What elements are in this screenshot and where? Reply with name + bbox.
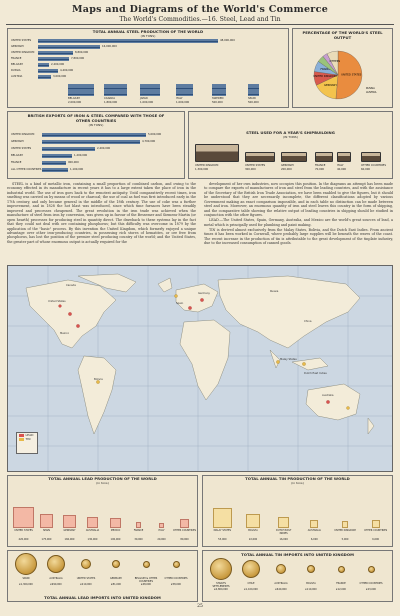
pie-title: PERCENTAGE OF THE WORLD'S STEEL OUTPUT bbox=[302, 30, 383, 40]
tin_production-square bbox=[310, 520, 318, 528]
steel-small-value: 1,800,000 bbox=[104, 100, 118, 104]
map-place-label: China bbox=[304, 320, 312, 323]
tin_production-value: 6,000 bbox=[310, 538, 318, 541]
steel-pie-chart bbox=[298, 45, 388, 105]
lead-swatch bbox=[19, 434, 24, 437]
lead_production-square bbox=[180, 519, 189, 528]
ship-icon bbox=[337, 152, 351, 162]
lead_production-value: 20,000 bbox=[157, 538, 166, 541]
tin_imports-value: £640,000 bbox=[275, 588, 287, 591]
tin_imports-value: £23,000 bbox=[366, 588, 376, 591]
lead_production-square bbox=[136, 522, 142, 528]
steel-row-value: 4,400,000 bbox=[60, 69, 74, 72]
lead_production-value: 100,000 bbox=[110, 538, 121, 541]
world-map-graphic bbox=[8, 266, 393, 472]
tin_imports-coin bbox=[307, 565, 315, 573]
map-place-label: Canada bbox=[66, 284, 76, 287]
steel-row-label: AUSTRIA bbox=[11, 75, 23, 78]
lead_imports-label: SPAIN bbox=[22, 577, 30, 580]
ship-label: FRANCE bbox=[315, 164, 326, 167]
ship-icon bbox=[281, 152, 307, 162]
exports-title: BRITISH EXPORTS OF IRON & STEEL COMPARED WITH THOSE OF OTHER COUNTRIES bbox=[27, 113, 165, 123]
lead_imports-label: UNITED STATES bbox=[76, 577, 96, 580]
lead_production-square bbox=[13, 507, 34, 528]
exports-row-label: UNITED STATES bbox=[11, 147, 32, 150]
tin_production-label: DUTCH EAST INDIES bbox=[276, 529, 292, 535]
lead_production-value: 175,000 bbox=[41, 538, 52, 541]
map-place-label: Dutch East Indies bbox=[304, 372, 327, 375]
tin_imports-value: £12,000 bbox=[336, 588, 346, 591]
ship-label: ITALY bbox=[337, 164, 344, 167]
lead_imports-value: £58,000 bbox=[171, 583, 181, 586]
tin_production-square bbox=[372, 520, 380, 528]
map-legend bbox=[16, 432, 38, 454]
exports-row-label: FRANCE bbox=[11, 161, 22, 164]
tin_imports-coin bbox=[210, 558, 232, 580]
steel-row-value: 2,400,000 bbox=[51, 63, 65, 66]
exports-row-value: 4,700,000 bbox=[142, 140, 156, 143]
pie-minor-label: AUSTRIA bbox=[366, 91, 377, 94]
map-place-label: Malay States bbox=[280, 358, 297, 361]
lead-production-panel bbox=[7, 475, 198, 547]
lead_imports-value: £81,000 bbox=[111, 583, 121, 586]
steel-bar bbox=[38, 63, 49, 67]
tin_imports-coin bbox=[276, 564, 286, 574]
steel-small-value: 1,000,000 bbox=[140, 100, 154, 104]
paragraph-steel: STEEL is a kind of metallic iron, containing a small proportion of combined carbon, and owing to the economy effected in its manufacture in recent years it has to a large extent taken the place of iron in the industrial world. The use of iron goes back to the remotest antiquity. Until comparatively recent times, iron smelting was carried on by means of wood or charcoal; the use of coal as fuel was first introduced early in the 17th century, and only became general in the middle of the 18th century. The use of coke was a further improvement, and in 1828 the hot blast was introduced, since which time furnaces have been steadily improved and processes cheapened. The great revolution in the iron trade was achieved when the manufacture of steel from iron by conversion, was given up in favour of the Bessemer and Siemens-Martin (or open hearth) processes for producing steel in quantity direct. The drawback to these systems lay in the fact that they could not deal with ore containing phosphorus; but this difficulty was overcome in 1879 by the application of the "basic" process. By this invention the United Kingdom, which formerly enjoyed a unique advantage over other iron-producing countries, in possessing rich stores of hematites, or ore free from phosphorus, has lost the position of the premier steel producing country of the world; and the United States, the greater part of whose enormous output is actually required for the bbox=[7, 182, 196, 244]
lead_imports-value: £210,000 bbox=[80, 583, 92, 586]
steel-bar bbox=[38, 39, 218, 43]
steel-small-bar bbox=[68, 84, 94, 96]
lead-production-title: TOTAL ANNUAL LEAD PRODUCTION OF THE WORLD bbox=[48, 476, 157, 481]
exports-unit: (IN TONS) bbox=[88, 123, 104, 127]
tin-swatch bbox=[19, 438, 24, 441]
steel-small-value: 1,000,000 bbox=[176, 100, 190, 104]
tin_production-square bbox=[213, 508, 233, 528]
exports-row-value: 1,100,000 bbox=[70, 168, 84, 171]
tin_production-label: AUSTRALIA bbox=[307, 529, 321, 532]
shipbuilding-unit: (IN TONS) bbox=[283, 135, 298, 139]
steel-small-label: BELGIUM bbox=[68, 97, 80, 100]
legend-tin bbox=[17, 437, 37, 441]
steel-small-bar bbox=[212, 84, 226, 96]
ship-label: UNITED STATES bbox=[245, 164, 266, 167]
exports-bar bbox=[42, 147, 95, 151]
exports-bar bbox=[42, 168, 68, 172]
header bbox=[6, 4, 394, 24]
steel-small-label: SWEDEN bbox=[212, 97, 224, 100]
world-map bbox=[7, 265, 393, 472]
steel-row-label: RUSSIA bbox=[11, 69, 21, 72]
steel-small-value: 2,000,000 bbox=[68, 100, 82, 104]
lead_production-value: 130,000 bbox=[87, 538, 98, 541]
lead_imports-value: £1,300,000 bbox=[19, 583, 33, 586]
exports-row-value: 1,200,000 bbox=[74, 154, 88, 157]
page-subtitle: The World's Commodities.—16. Steel, Lead and Tin bbox=[119, 16, 281, 23]
pie-slice-label: UNITED KINGDOM bbox=[313, 74, 337, 78]
tin_production-value: 6,000 bbox=[372, 538, 380, 541]
ship-label: UNITED KINGDOM bbox=[195, 164, 219, 167]
tin_imports-value: £1,100,000 bbox=[244, 588, 258, 591]
lead_imports-coin bbox=[143, 561, 150, 568]
lead_imports-coin bbox=[15, 553, 37, 575]
text-column-1 bbox=[7, 182, 196, 245]
lead_imports-label: OTHER COUNTRIES bbox=[164, 577, 188, 580]
ship-label: OTHER COUNTRIES bbox=[361, 164, 386, 167]
tin-imports-title: TOTAL ANNUAL TIN IMPORTS INTO UNITED KINGDOM bbox=[241, 552, 354, 557]
page bbox=[6, 4, 394, 612]
exports-bar bbox=[42, 140, 140, 144]
exports-row-value: 5,000,000 bbox=[148, 133, 162, 136]
exports-row-label: ALL OTHER COUNTRIES bbox=[11, 168, 42, 171]
steel-small-bar bbox=[176, 84, 193, 96]
lead_production-value: 420,000 bbox=[18, 538, 29, 541]
legend-lead-label: LEAD bbox=[25, 433, 34, 437]
ship-value: 60,000 bbox=[361, 167, 371, 171]
steel-row-value: 7,800,000 bbox=[71, 57, 85, 60]
pie-slice-label: FRANCE bbox=[320, 68, 331, 72]
tin_production-square bbox=[278, 517, 290, 529]
steel-production-title: TOTAL ANNUAL STEEL PRODUCTION OF THE WORLD bbox=[92, 29, 204, 34]
ship-value: 70,000 bbox=[315, 167, 325, 171]
lead_production-label: GERMANY bbox=[63, 529, 76, 532]
tin_production-value: 5,000 bbox=[341, 538, 349, 541]
pie-slice-label: UNITED STATES bbox=[341, 73, 362, 77]
steel-production-unit: (IN TONS) bbox=[140, 34, 156, 38]
lead_imports-value: £990,000 bbox=[50, 583, 62, 586]
steel-small-label: ITALY bbox=[176, 97, 183, 100]
exports-row-label: GERMANY bbox=[11, 140, 24, 143]
exports-bar bbox=[42, 133, 146, 137]
exports-row-value: 2,400,000 bbox=[97, 147, 111, 150]
map-place-label: Spain bbox=[176, 302, 184, 305]
steel-row-label: FRANCE bbox=[11, 57, 22, 60]
tin_imports-value: £110,000 bbox=[305, 588, 317, 591]
lead_production-square bbox=[110, 518, 120, 528]
paragraph-diagrams: development of her own industries, now occupies this position. In the diagrams an attempt has been made to compare the exports of manufactures of iron and steel from the leading countries, and with the assistance of the Secretary of the British Iron Trade Association, we have been enabled to give the figures, but it should be understood that they are necessarily incomplete, the different classifications adopted by various Government making an exact comparison impossible, and in each table no distinction can be made between steel and iron. Moreover, an enormous quantity of iron and steel leaves this country in the form of shipping, and the comparative table showing the relative output of leading countries in shipping should be studied in conjunction with the other figures. bbox=[204, 182, 393, 218]
steel-percentage-panel bbox=[292, 28, 393, 108]
tin_production-label: UNITED KINGDOM bbox=[334, 529, 356, 532]
lead_imports-label: GERMANY bbox=[110, 577, 122, 580]
steel-row-value: 8,800,000 bbox=[75, 51, 89, 54]
exports-row-label: BELGIUM bbox=[11, 154, 23, 157]
lead-imports-panel bbox=[7, 550, 198, 602]
lead_imports-label: AUSTRALIA bbox=[49, 577, 63, 580]
tin_production-square bbox=[342, 521, 349, 528]
tin_production-value: 16,000 bbox=[279, 538, 288, 541]
lead_production-label: AUSTRALIA bbox=[85, 529, 100, 532]
lead_production-square bbox=[87, 517, 99, 529]
text-column-2 bbox=[204, 182, 393, 246]
steel-small-bar bbox=[140, 84, 160, 96]
lead_production-label: FRANCE bbox=[133, 529, 144, 532]
steel-small-value: 500,000 bbox=[248, 100, 259, 104]
lead_production-label: SPAIN bbox=[43, 529, 50, 532]
lead_imports-coin bbox=[81, 559, 91, 569]
lead_production-square bbox=[63, 515, 76, 528]
steel-production-panel bbox=[7, 28, 289, 108]
steel-small-label: JAPAN bbox=[140, 97, 148, 100]
paragraph-tin: TIN is derived almost exclusively from the Malay States, Bolivia, and the Dutch East Indies. From ancient times it has been worked in Cornwall, where probably large supplies will be beneath the waves of the coast. The recent increase in the production of tin is attributable to the great development of the tinplate industry, due to the increased consumption of canned goods. bbox=[204, 227, 393, 246]
steel-small-label: CANADA bbox=[104, 97, 116, 100]
paragraph-lead: LEAD.—The United States, Spain, Germany, Australia, and Mexico are the world's great sources of lead, a metal which is principally used for plumbing and paint making. bbox=[204, 218, 393, 227]
shipbuilding-panel bbox=[188, 111, 393, 179]
ship-value: 300,000 bbox=[245, 167, 256, 171]
lead_imports-coin bbox=[112, 560, 120, 568]
lead_production-value: 160,000 bbox=[64, 538, 75, 541]
steel-bar bbox=[38, 57, 69, 61]
lead_production-label: ITALY bbox=[158, 529, 165, 532]
tin_production-value: 53,000 bbox=[218, 538, 227, 541]
exports-row-label: UNITED KINGDOM bbox=[11, 133, 35, 136]
map-place-label: United States bbox=[48, 300, 66, 303]
tin_production-label: BOLIVIA bbox=[248, 529, 258, 532]
steel-small-label: SPAIN bbox=[248, 97, 256, 100]
tin_imports-label: AUSTRALIA bbox=[274, 582, 288, 585]
map-place-label: Mexico bbox=[60, 332, 70, 335]
lead_production-label: MEXICO bbox=[110, 529, 121, 532]
steel-bar bbox=[38, 69, 58, 73]
ship-value: 1,300,000 bbox=[195, 167, 209, 171]
tin_imports-coin bbox=[338, 566, 345, 573]
header-rule bbox=[6, 24, 394, 25]
ship-value: 40,000 bbox=[337, 167, 347, 171]
tin_imports-label: FRANCE bbox=[336, 582, 346, 585]
tin_imports-label: STRAITS SETTLEMENTS bbox=[212, 582, 230, 588]
pie-slice-label: GERMANY bbox=[323, 83, 337, 87]
tin_imports-label: CHILE bbox=[247, 582, 255, 585]
steel-row-label: GERMANY bbox=[11, 45, 24, 48]
tin_imports-coin bbox=[368, 566, 375, 573]
tin_production-value: 22,000 bbox=[248, 538, 258, 541]
steel-small-value: 500,000 bbox=[212, 100, 223, 104]
tin_imports-label: OTHER COUNTRIES bbox=[359, 582, 383, 585]
map-place-label: Russia bbox=[270, 290, 279, 293]
steel-row-value: 48,000,000 bbox=[220, 39, 235, 42]
lead_production-value: 80,000 bbox=[180, 538, 189, 541]
lead-imports-title: TOTAL ANNUAL LEAD IMPORTS INTO UNITED KINGDOM bbox=[44, 595, 161, 600]
page-title: Maps and Diagrams of the World's Commerce bbox=[71, 4, 329, 15]
pie-slice-label: OTHERS bbox=[329, 60, 341, 64]
lead_production-square bbox=[159, 523, 164, 528]
pie-minor-label: RUSSIA bbox=[366, 87, 375, 90]
lead_production-label: OTHER COUNTRIES bbox=[172, 529, 196, 532]
lead_imports-coin bbox=[47, 555, 65, 573]
steel-small-bar bbox=[248, 84, 259, 96]
ship-icon bbox=[315, 152, 333, 162]
lead_imports-coin bbox=[173, 561, 180, 568]
lead-production-unit: (in tons) bbox=[96, 481, 109, 485]
tin-imports-panel bbox=[202, 550, 393, 602]
ship-icon bbox=[361, 152, 381, 162]
lead_imports-value: £48,000 bbox=[141, 583, 151, 586]
tin-production-panel bbox=[202, 475, 393, 547]
ship-icon bbox=[245, 152, 275, 162]
steel-bar bbox=[38, 51, 73, 55]
tin_imports-coin bbox=[242, 560, 260, 578]
lead_production-label: UNITED STATES bbox=[14, 529, 33, 532]
tin-production-unit: (in tons) bbox=[291, 481, 304, 485]
exports-panel bbox=[7, 111, 185, 179]
ship-value: 200,000 bbox=[281, 167, 292, 171]
exports-bar bbox=[42, 154, 72, 158]
lead_production-value: 30,000 bbox=[134, 538, 143, 541]
legend-tin-label: TIN bbox=[25, 437, 31, 441]
steel-bar bbox=[38, 75, 51, 79]
tin-production-title: TOTAL ANNUAL TIN PRODUCTION OF THE WORLD bbox=[245, 476, 350, 481]
exports-row-value: 900,000 bbox=[68, 161, 79, 164]
ship-icon bbox=[195, 144, 239, 162]
map-place-label: Australia bbox=[322, 394, 334, 397]
exports-bar bbox=[42, 161, 66, 165]
ship-label: GERMANY bbox=[281, 164, 294, 167]
steel-row-label: UNITED KINGDOM bbox=[11, 51, 35, 54]
map-place-label: Germany bbox=[198, 292, 210, 295]
shipbuilding-title: STEEL USED FOR A YEAR'S SHIPBUILDING bbox=[246, 130, 335, 135]
tin_imports-value: £4,800,000 bbox=[214, 588, 228, 591]
tin_production-label: OTHER COUNTRIES bbox=[364, 529, 388, 532]
tin_production-label: MALAY STATES bbox=[213, 529, 232, 532]
map-place-label: Bolivia bbox=[94, 378, 103, 381]
tin_imports-label: BOLIVIA bbox=[306, 582, 316, 585]
steel-row-value: 16,000,000 bbox=[102, 45, 117, 48]
steel-row-label: BELGIUM bbox=[11, 63, 23, 66]
lead_imports-label: BELGIUM & OTHER COUNTRIES bbox=[134, 577, 158, 583]
steel-row-value: 3,000,000 bbox=[53, 75, 67, 78]
lead_production-square bbox=[40, 514, 54, 528]
page-number: 25 bbox=[197, 604, 203, 609]
steel-small-bar bbox=[104, 84, 127, 96]
tin_production-square bbox=[246, 514, 260, 528]
steel-bar bbox=[38, 45, 100, 49]
steel-row-label: UNITED STATES bbox=[11, 39, 32, 42]
